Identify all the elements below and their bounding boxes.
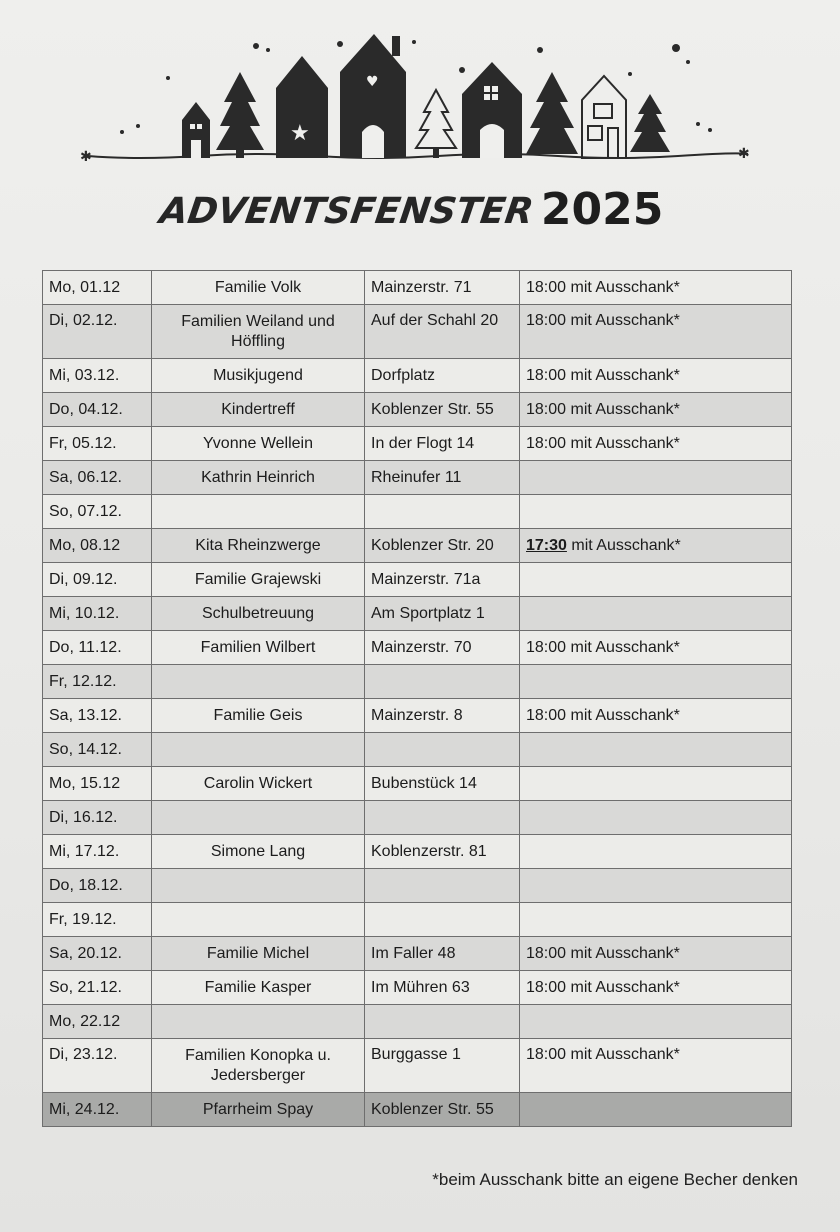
date-cell: Mo, 01.12 [43,271,152,305]
address-cell: Koblenzer Str. 20 [365,529,520,563]
date-cell: So, 07.12. [43,495,152,529]
note-cell: 18:00 mit Ausschank* [520,305,792,359]
date-cell: Fr, 19.12. [43,903,152,937]
note-cell [520,461,792,495]
address-cell: In der Flogt 14 [365,427,520,461]
note-cell [520,801,792,835]
host-cell: Schulbetreuung [152,597,365,631]
date-cell: Di, 02.12. [43,305,152,359]
host-cell: Familie Volk [152,271,365,305]
table-row [43,393,792,427]
table-row [43,937,792,971]
date-cell: Fr, 05.12. [43,427,152,461]
host-cell [152,1005,365,1039]
houses-and-trees-illustration [78,28,758,168]
host-cell: Kita Rheinzwerge [152,529,365,563]
date-cell: Di, 23.12. [43,1039,152,1093]
host-cell: Kathrin Heinrich [152,461,365,495]
table-row [43,1093,792,1127]
note-cell: 18:00 mit Ausschank* [520,271,792,305]
note-cell: 18:00 mit Ausschank* [520,937,792,971]
address-cell: Mainzerstr. 8 [365,699,520,733]
note-cell [520,767,792,801]
host-cell: Carolin Wickert [152,767,365,801]
note-cell: 18:00 mit Ausschank* [520,971,792,1005]
schedule-table [42,270,792,1127]
note-cell [520,597,792,631]
note-cell [520,1005,792,1039]
date-cell: Mi, 10.12. [43,597,152,631]
date-cell: So, 14.12. [43,733,152,767]
note-cell [520,665,792,699]
table-row [43,767,792,801]
table-row [43,529,792,563]
date-cell: Mi, 03.12. [43,359,152,393]
date-cell: Do, 18.12. [43,869,152,903]
address-cell: Rheinufer 11 [365,461,520,495]
table-row [43,1039,792,1093]
note-cell: 18:00 mit Ausschank* [520,427,792,461]
date-cell: So, 21.12. [43,971,152,1005]
svg-text:✱: ✱ [738,146,750,162]
note-cell [520,869,792,903]
host-cell [152,733,365,767]
host-cell: Familien Wilbert [152,631,365,665]
date-cell: Mi, 17.12. [43,835,152,869]
address-cell [365,495,520,529]
date-cell: Di, 16.12. [43,801,152,835]
address-cell: Burggasse 1 [365,1039,520,1093]
host-cell: Simone Lang [152,835,365,869]
table-row [43,597,792,631]
address-cell: Mainzerstr. 71 [365,271,520,305]
address-cell: Dorfplatz [365,359,520,393]
note-cell [520,903,792,937]
table-row [43,563,792,597]
note-cell: 18:00 mit Ausschank* [520,699,792,733]
host-cell: Kindertreff [152,393,365,427]
address-cell [365,869,520,903]
note-cell [520,835,792,869]
date-cell: Mo, 08.12 [43,529,152,563]
host-cell [152,495,365,529]
note-cell: 18:00 mit Ausschank* [520,631,792,665]
table-row [43,271,792,305]
host-cell: Musikjugend [152,359,365,393]
date-cell: Fr, 12.12. [43,665,152,699]
note-cell [520,495,792,529]
address-cell: Im Faller 48 [365,937,520,971]
address-cell [365,665,520,699]
note-text: mit Ausschank* [571,536,681,554]
note-cell: 18:00 mit Ausschank* [520,393,792,427]
table-row [43,495,792,529]
table-row [43,733,792,767]
note-cell [520,1093,792,1127]
host-cell: Familie Michel [152,937,365,971]
note-cell [520,563,792,597]
address-cell: Mainzerstr. 70 [365,631,520,665]
table-row [43,461,792,495]
table-row [43,699,792,733]
date-cell: Do, 11.12. [43,631,152,665]
footnote: *beim Ausschank bitte an eigene Becher denken [432,1170,798,1189]
host-cell [152,903,365,937]
date-cell: Di, 09.12. [43,563,152,597]
host-cell: Familie Grajewski [152,563,365,597]
title-year: 2025 [540,184,664,235]
date-cell: Sa, 06.12. [43,461,152,495]
svg-text:♥: ♥ [366,74,379,90]
host-cell: Familie Kasper [152,971,365,1005]
date-cell: Mi, 24.12. [43,1093,152,1127]
address-cell: Koblenzer Str. 55 [365,393,520,427]
date-cell: Mo, 22.12 [43,1005,152,1039]
table-row [43,305,792,359]
address-cell [365,733,520,767]
date-cell: Sa, 13.12. [43,699,152,733]
note-cell: 18:00 mit Ausschank* [520,1039,792,1093]
date-cell: Sa, 20.12. [43,937,152,971]
table-row [43,971,792,1005]
note-cell [520,733,792,767]
table-row [43,427,792,461]
note-time: 17:30 [526,536,567,554]
address-cell: Am Sportplatz 1 [365,597,520,631]
address-cell: Im Mühren 63 [365,971,520,1005]
date-cell: Do, 04.12. [43,393,152,427]
address-cell: Auf der Schahl 20 [365,305,520,359]
host-cell: Familien Weiland und Höffling [152,305,365,359]
host-cell: Familien Konopka u. Jedersberger [152,1039,365,1093]
address-cell: Bubenstück 14 [365,767,520,801]
svg-text:✱: ✱ [80,149,92,165]
svg-text:★: ★ [290,121,310,146]
table-row [43,801,792,835]
title-word: ADVENTSFENSTER [157,191,536,232]
address-cell: Koblenzer Str. 55 [365,1093,520,1127]
host-cell: Yvonne Wellein [152,427,365,461]
table-row [43,359,792,393]
address-cell: Mainzerstr. 71a [365,563,520,597]
table-row [43,869,792,903]
note-cell: 18:00 mit Ausschank* [520,359,792,393]
host-cell [152,665,365,699]
host-cell: Familie Geis [152,699,365,733]
address-cell: Koblenzerstr. 81 [365,835,520,869]
table-row [43,665,792,699]
page-title [157,172,680,235]
host-cell [152,801,365,835]
address-cell [365,1005,520,1039]
address-cell [365,903,520,937]
table-row [43,835,792,869]
address-cell [365,801,520,835]
table-row [43,903,792,937]
note-cell [520,529,792,563]
table-row [43,631,792,665]
table-row [43,1005,792,1039]
date-cell: Mo, 15.12 [43,767,152,801]
host-cell [152,869,365,903]
host-cell: Pfarrheim Spay [152,1093,365,1127]
